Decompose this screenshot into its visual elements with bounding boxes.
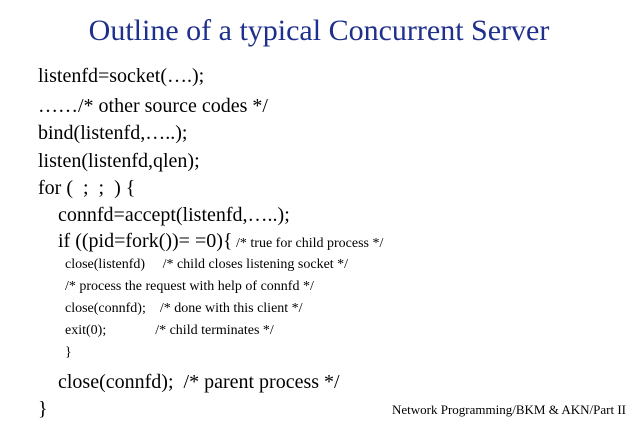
code-line-main: if ((pid=fork())= =0){ — [58, 230, 233, 252]
code-line: for ( ; ; ) { — [38, 177, 136, 199]
code-line: close(connfd); /* done with this client */ — [65, 301, 303, 316]
code-line: connfd=accept(listenfd,…..); — [58, 204, 290, 226]
code-line: listen(listenfd,qlen); — [38, 150, 200, 172]
code-line: close(listenfd) /* child closes listening socket */ — [65, 257, 349, 272]
code-line: } — [65, 345, 72, 360]
code-line: ……/* other source codes */ — [38, 95, 268, 117]
code-line — [58, 229, 383, 256]
slide-footer: Network Programming/BKM & AKN/Part II — [392, 402, 626, 417]
page-title: Outline of a typical Concurrent Server — [88, 14, 550, 47]
code-line: /* process the request with help of connfd */ — [65, 279, 314, 294]
code-line: listenfd=socket(….); — [38, 65, 205, 87]
code-line: bind(listenfd,…..); — [38, 122, 188, 144]
code-line: close(connfd); /* parent process */ — [58, 371, 340, 393]
code-line: } — [38, 398, 48, 420]
code-line: exit(0); /* child terminates */ — [65, 323, 274, 338]
code-line-comment: /* true for child process */ — [232, 236, 384, 251]
